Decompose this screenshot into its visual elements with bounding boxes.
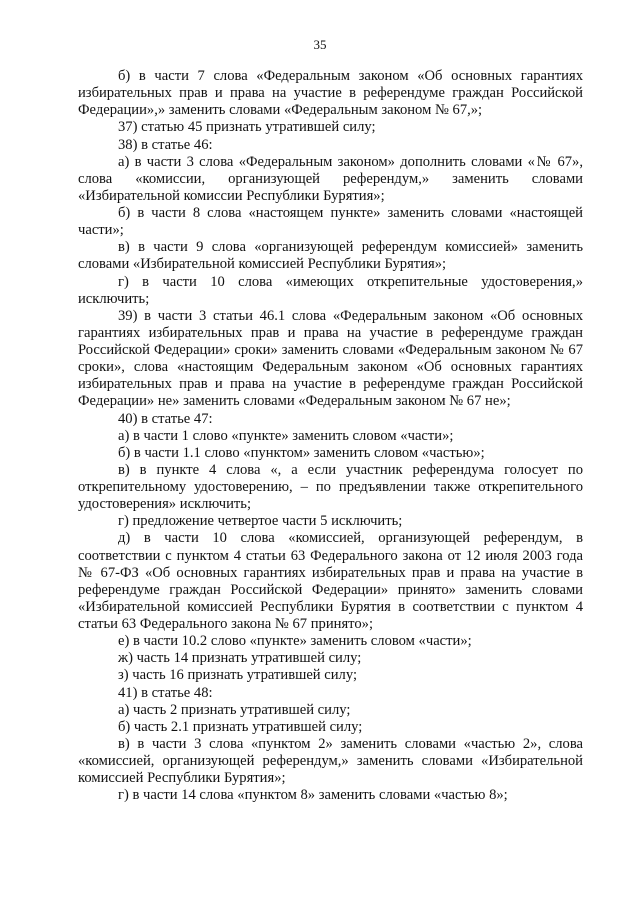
paragraph: д) в части 10 слова «комиссией, организующей референдум, в соответствии с пунктом 4 статьи 63 Федерального закона от 12 июля 2003 года № 67-ФЗ «Об основных гарантиях избирательных прав и права на участие в референдуме граждан Российской Федерации» принято» заменить словами «Избирательной комиссией Республики Бурятия в соответствии с пунктом 4 статьи 63 Федерального закона № 67 принято»; [78, 530, 583, 632]
paragraph: б) в части 7 слова «Федеральным законом «Об основных гарантиях избирательных прав и права на участие в референдуме граждан Российской Федерации»,» заменить словами «Федеральным законом № 67,»; [78, 68, 583, 119]
paragraph: а) в части 3 слова «Федеральным законом» дополнить словами «№ 67», слова «комиссии, организующей референдум,» заменить словами «Избирательной комиссии Республики Бурятия»; [78, 153, 583, 204]
paragraph: е) в части 10.2 слово «пункте» заменить словом «части»; [118, 633, 472, 650]
document-text [78, 68, 583, 804]
paragraph: в) в части 9 слова «организующей референдум комиссией» заменить словами «Избирательной комиссией Республики Бурятия»; [78, 239, 583, 273]
paragraph: 37) статью 45 признать утратившей силу; [118, 119, 376, 136]
paragraph: б) часть 2.1 признать утратившей силу; [118, 718, 363, 735]
paragraph: б) в части 1.1 слово «пунктом» заменить словом «частью»; [118, 444, 485, 461]
paragraph: а) часть 2 признать утратившей силу; [118, 701, 351, 718]
paragraph: ж) часть 14 признать утратившей силу; [118, 650, 362, 667]
paragraph: г) в части 14 слова «пунктом 8» заменить словами «частью 8»; [118, 787, 508, 804]
paragraph: в) в части 3 слова «пунктом 2» заменить словами «частью 2», слова «комиссией, организующей референдум,» заменить словами «Избирательной комиссией Республики Бурятия»; [78, 735, 583, 787]
paragraph: 40) в статье 47: [118, 410, 213, 427]
paragraph: з) часть 16 признать утратившей силу; [118, 667, 357, 684]
paragraph: г) в части 10 слова «имеющих открепительные удостоверения,» исключить; [78, 273, 583, 307]
paragraph: 38) в статье 46: [118, 136, 213, 153]
paragraph: а) в части 1 слово «пункте» заменить словом «части»; [118, 427, 454, 444]
paragraph: б) в части 8 слова «настоящем пункте» заменить словами «настоящей части»; [78, 205, 583, 239]
paragraph: г) предложение четвертое части 5 исключить; [118, 513, 403, 530]
page-number: 35 [313, 37, 327, 52]
paragraph: 41) в статье 48: [118, 684, 213, 701]
paragraph: в) в пункте 4 слова «, а если участник референдума голосует по открепительному удостоверению, – по предъявлении также открепительного удостоверения» исключить; [78, 461, 583, 513]
paragraph: 39) в части 3 статьи 46.1 слова «Федеральным законом «Об основных гарантиях избирательных прав и права на участие в референдуме граждан Российской Федерации» сроки» заменить словами «Федеральным законом № 67 сроки», слова «настоящим Федеральным законом «Об основных гарантиях избирательных прав и права на участие в референдуме граждан Российской Федерации» не» заменить словами «Федеральным законом № 67 не»; [78, 307, 583, 410]
